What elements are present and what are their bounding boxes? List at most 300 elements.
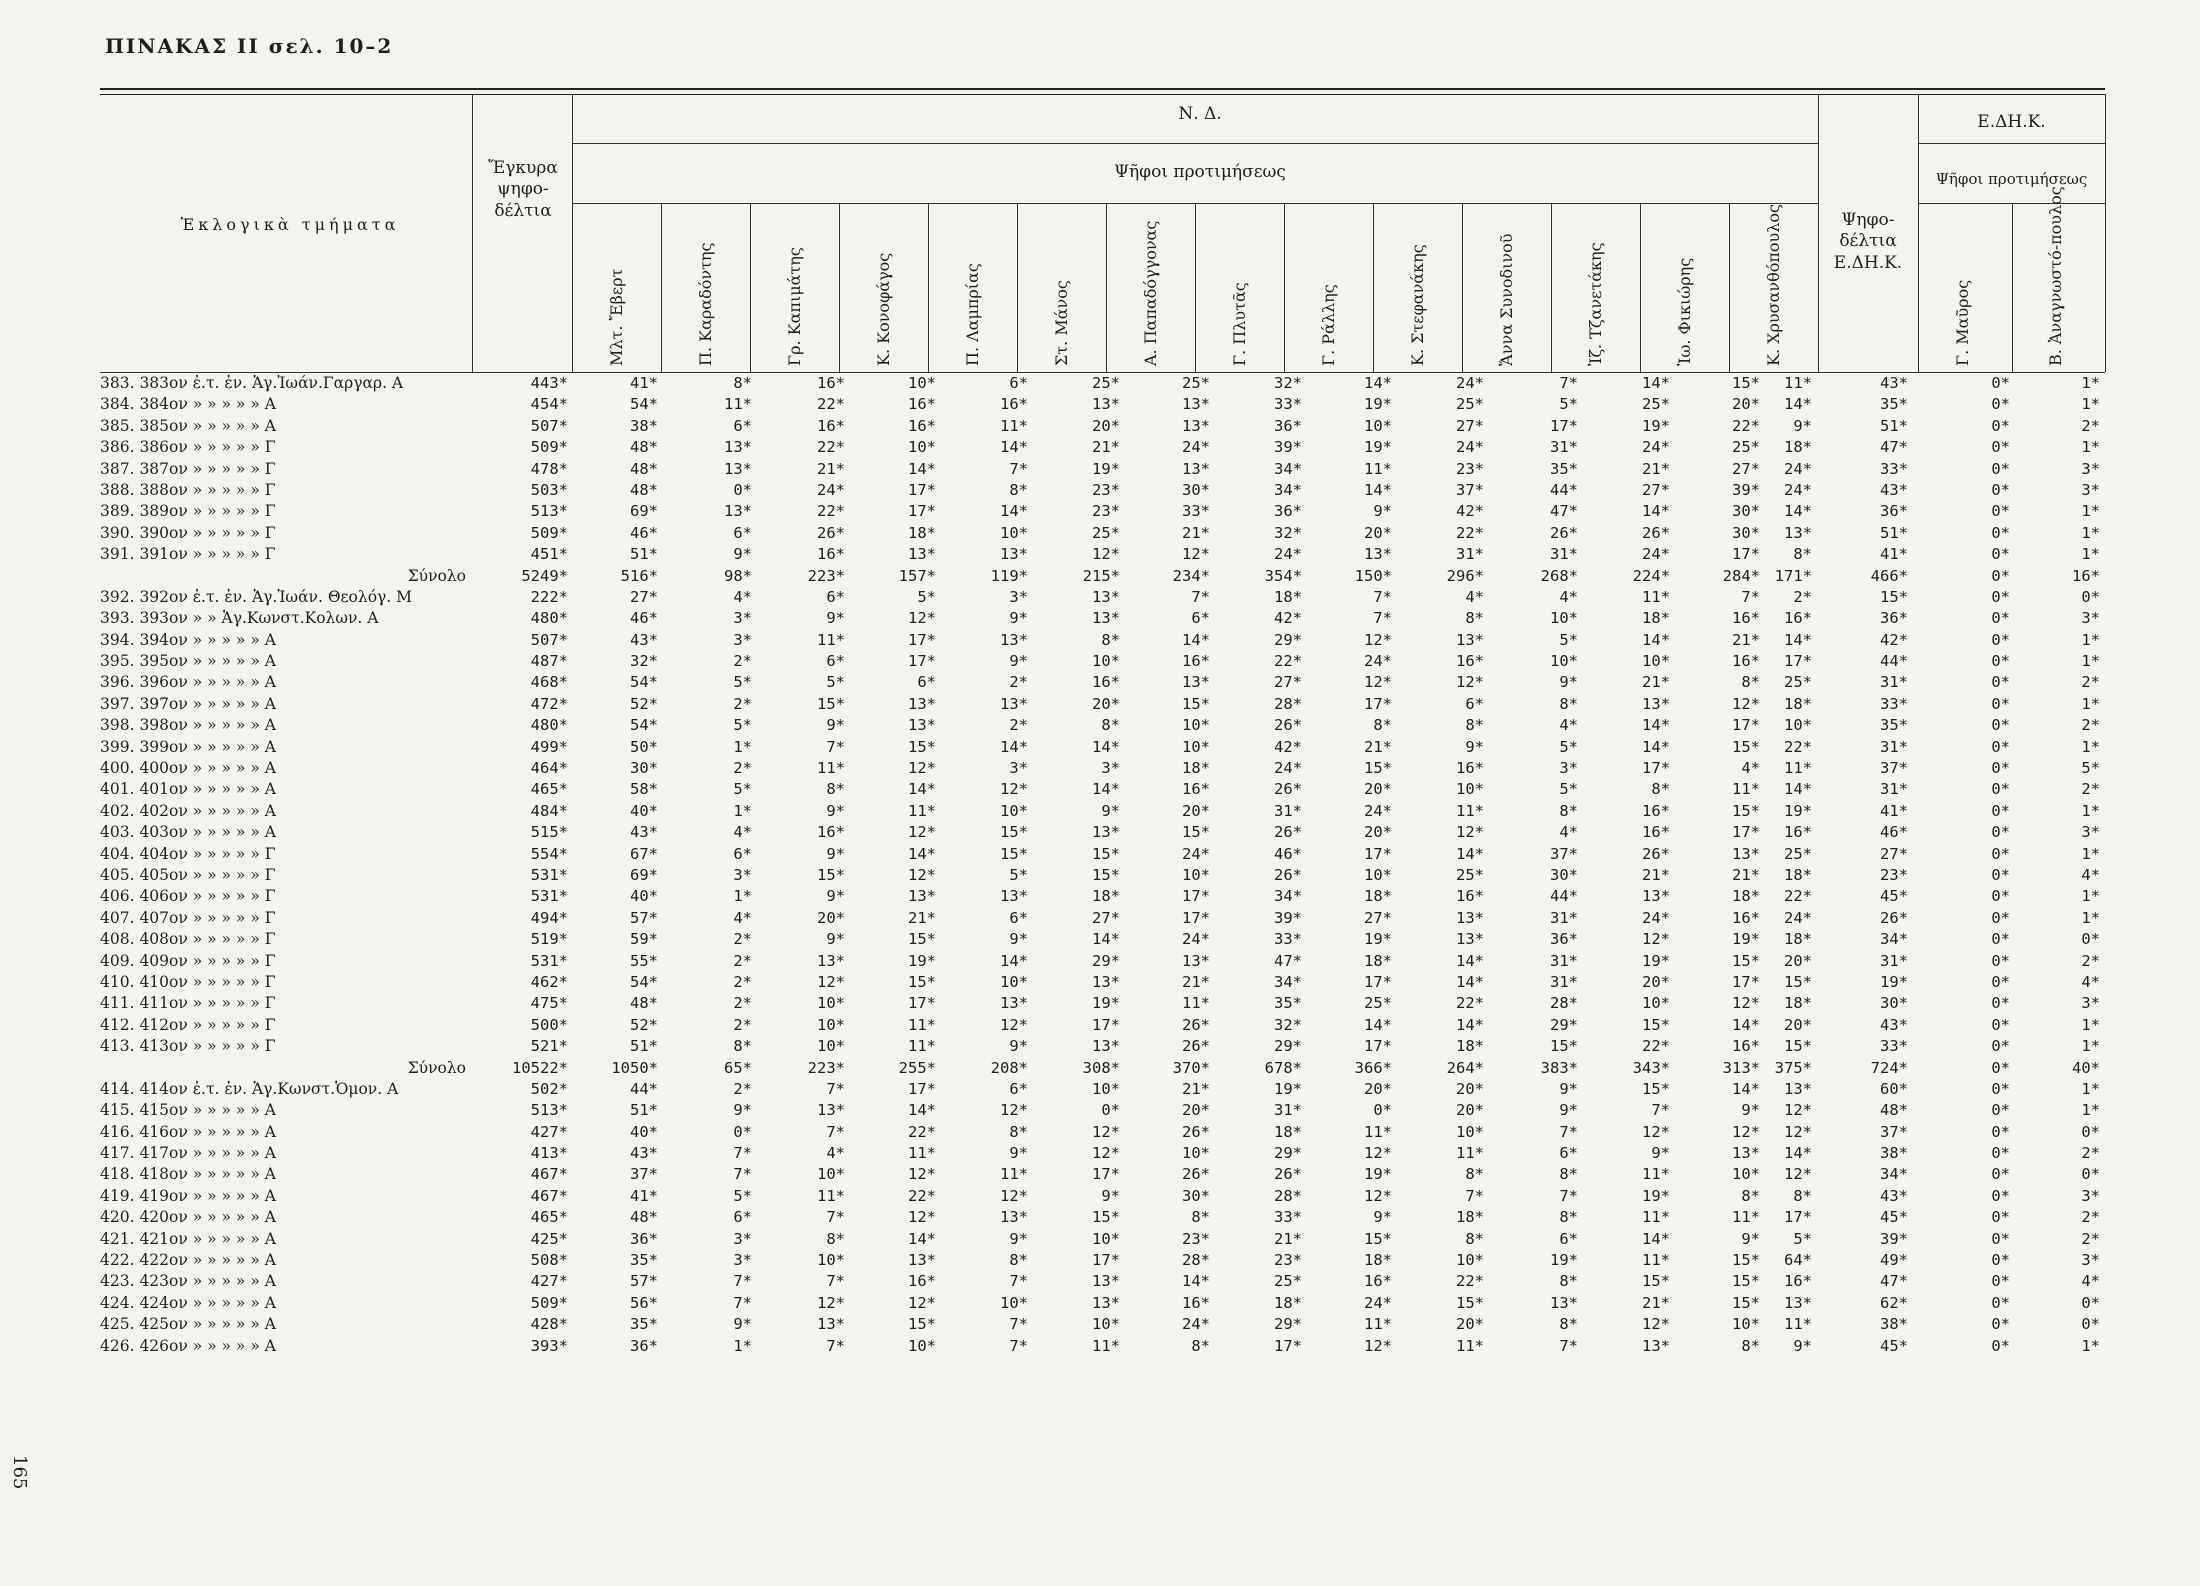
table-cell: 1* xyxy=(2081,545,2100,564)
table-cell: 22* xyxy=(1456,994,1484,1013)
table-cell: 31* xyxy=(1880,780,1908,799)
table-cell: 39* xyxy=(1732,480,1760,499)
table-row xyxy=(0,438,2200,459)
table-row xyxy=(0,417,2200,438)
section-label: 411. 411ον » » » » » Γ xyxy=(100,994,276,1013)
subtotal-label: Σύνολο xyxy=(407,1058,466,1077)
table-cell: 0* xyxy=(1991,801,2010,820)
table-cell: 12* xyxy=(1092,545,1120,564)
table-cell: 19* xyxy=(1364,930,1392,949)
table-cell: 15* xyxy=(1456,1293,1484,1312)
table-cell: 484* xyxy=(530,801,568,820)
table-cell: 40* xyxy=(630,801,658,820)
table-cell: 12* xyxy=(1000,1015,1028,1034)
table-cell: 308* xyxy=(1082,1058,1120,1077)
table-cell: 15* xyxy=(908,737,936,756)
table-cell: 223* xyxy=(807,566,845,585)
table-cell: 13* xyxy=(1092,1037,1120,1056)
table-cell: 15* xyxy=(1364,1229,1392,1248)
table-cell: 25* xyxy=(1092,374,1120,392)
section-label: 423. 423ον » » » » » Α xyxy=(100,1272,276,1291)
table-cell: 12* xyxy=(1092,1144,1120,1163)
table-cell: 3* xyxy=(1009,759,1028,778)
table-cell: 21* xyxy=(1182,523,1210,542)
table-cell: 26* xyxy=(1880,908,1908,927)
table-cell: 2* xyxy=(733,759,752,778)
table-cell: 11* xyxy=(1364,1315,1392,1334)
table-cell: 21* xyxy=(1092,438,1120,457)
table-row xyxy=(0,1272,2200,1293)
table-cell: 0* xyxy=(1991,1079,2010,1098)
table-cell: 8* xyxy=(1465,716,1484,735)
table-cell: 0* xyxy=(733,1122,752,1141)
table-cell: 6* xyxy=(917,673,936,692)
section-label: 398. 398ον » » » » » Α xyxy=(100,716,276,735)
table-cell: 19* xyxy=(908,951,936,970)
table-cell: 2* xyxy=(733,951,752,970)
table-cell: 427* xyxy=(530,1122,568,1141)
table-row xyxy=(0,994,2200,1015)
table-cell: 11* xyxy=(1000,1165,1028,1184)
table-cell: 16* xyxy=(817,374,845,392)
table-cell: 6* xyxy=(733,523,752,542)
nd-candidate-header: Α. Παπαδόγγονας xyxy=(1140,220,1160,366)
table-cell: 10* xyxy=(817,1037,845,1056)
table-cell: 2* xyxy=(2081,951,2100,970)
table-cell: 3* xyxy=(1101,759,1120,778)
table-cell: 268* xyxy=(1540,566,1578,585)
table-cell: 1* xyxy=(2081,737,2100,756)
divider xyxy=(661,203,662,372)
table-cell: 0* xyxy=(733,480,752,499)
table-cell: 24* xyxy=(1182,438,1210,457)
table-cell: 12* xyxy=(817,1293,845,1312)
table-cell: 18* xyxy=(1364,887,1392,906)
table-cell: 8* xyxy=(1101,716,1120,735)
table-cell: 7* xyxy=(1009,1315,1028,1334)
table-cell: 25* xyxy=(1456,395,1484,414)
table-cell: 24* xyxy=(1274,545,1302,564)
table-row xyxy=(0,460,2200,481)
table-cell: 12* xyxy=(1182,545,1210,564)
table-cell: 12* xyxy=(1364,673,1392,692)
table-cell: 41* xyxy=(1880,801,1908,820)
table-cell: 1* xyxy=(2081,1079,2100,1098)
table-cell: 27* xyxy=(1092,908,1120,927)
section-label: 397. 397ον » » » » » Α xyxy=(100,694,276,713)
table-cell: 10* xyxy=(1364,865,1392,884)
table-cell: 40* xyxy=(630,1122,658,1141)
table-cell: 14* xyxy=(908,780,936,799)
table-row xyxy=(0,1037,2200,1058)
table-cell: 37* xyxy=(1880,1122,1908,1141)
table-row xyxy=(0,780,2200,801)
section-label: 419. 419ον » » » » » Α xyxy=(100,1186,276,1205)
table-cell: 3* xyxy=(1559,759,1578,778)
table-cell: 12* xyxy=(1000,1101,1028,1120)
table-cell: 13* xyxy=(1784,523,1812,542)
table-cell: 12* xyxy=(908,609,936,628)
table-cell: 478* xyxy=(530,459,568,478)
table-cell: 16* xyxy=(1456,759,1484,778)
table-cell: 21* xyxy=(1642,459,1670,478)
table-cell: 19* xyxy=(1784,801,1812,820)
table-cell: 14* xyxy=(1000,502,1028,521)
table-cell: 19* xyxy=(1642,416,1670,435)
table-cell: 33* xyxy=(1274,395,1302,414)
table-cell: 4* xyxy=(1741,759,1760,778)
table-cell: 13* xyxy=(1732,844,1760,863)
table-cell: 21* xyxy=(1642,865,1670,884)
table-cell: 8* xyxy=(1741,1186,1760,1205)
divider xyxy=(1373,203,1374,372)
table-cell: 26* xyxy=(1274,823,1302,842)
table-cell: 11* xyxy=(1784,374,1812,392)
table-cell: 2* xyxy=(733,1079,752,1098)
table-cell: 15* xyxy=(1732,1293,1760,1312)
section-label: 408. 408ον » » » » » Γ xyxy=(100,930,276,949)
table-cell: 10* xyxy=(1000,523,1028,542)
table-cell: 38* xyxy=(1880,1144,1908,1163)
table-cell: 475* xyxy=(530,994,568,1013)
table-cell: 443* xyxy=(530,374,568,392)
table-cell: 67* xyxy=(630,844,658,863)
table-cell: 11* xyxy=(1364,459,1392,478)
table-cell: 0* xyxy=(1991,1272,2010,1291)
table-cell: 11* xyxy=(1642,1165,1670,1184)
table-cell: 12* xyxy=(1784,1122,1812,1141)
table-cell: 4* xyxy=(733,908,752,927)
table-cell: 14* xyxy=(1642,630,1670,649)
table-cell: 0* xyxy=(2081,1293,2100,1312)
table-cell: 16* xyxy=(1456,887,1484,906)
table-cell: 54* xyxy=(630,972,658,991)
nd-preference-header: Ψῆφοι προτιμήσεως xyxy=(1114,162,1286,182)
table-cell: 20* xyxy=(1456,1079,1484,1098)
table-cell: 0* xyxy=(1991,759,2010,778)
table-cell: 468* xyxy=(530,673,568,692)
table-cell: 26* xyxy=(1642,844,1670,863)
table-cell: 2* xyxy=(2081,673,2100,692)
table-cell: 16* xyxy=(908,1272,936,1291)
table-cell: 31* xyxy=(1880,737,1908,756)
section-label: 391. 391ον » » » » » Γ xyxy=(100,545,276,564)
table-cell: 24* xyxy=(1642,545,1670,564)
table-cell: 16* xyxy=(1784,1272,1812,1291)
table-cell: 21* xyxy=(1732,865,1760,884)
table-cell: 502* xyxy=(530,1079,568,1098)
table-cell: 13* xyxy=(1182,395,1210,414)
top-rule xyxy=(100,88,2105,90)
top-rule-thin xyxy=(100,94,2105,95)
divider xyxy=(1551,203,1552,372)
table-cell: 12* xyxy=(1732,994,1760,1013)
table-cell: 8* xyxy=(1559,694,1578,713)
table-cell: 14* xyxy=(1456,972,1484,991)
table-row xyxy=(0,374,2200,395)
table-cell: 22* xyxy=(1456,1272,1484,1291)
table-cell: 11* xyxy=(908,1037,936,1056)
table-cell: 13* xyxy=(817,951,845,970)
table-cell: 11* xyxy=(817,759,845,778)
table-cell: 36* xyxy=(1880,609,1908,628)
table-cell: 8* xyxy=(1009,1251,1028,1270)
table-cell: 29* xyxy=(1274,1144,1302,1163)
table-cell: 18* xyxy=(1364,951,1392,970)
table-cell: 19* xyxy=(1092,994,1120,1013)
table-cell: 16* xyxy=(1732,1037,1760,1056)
section-label: 386. 386ον » » » » » Γ xyxy=(100,438,276,457)
table-cell: 6* xyxy=(733,416,752,435)
table-cell: 1* xyxy=(2081,1037,2100,1056)
table-cell: 10* xyxy=(1456,1122,1484,1141)
table-row xyxy=(0,887,2200,908)
table-cell: 9* xyxy=(1101,1186,1120,1205)
table-row xyxy=(0,952,2200,973)
table-cell: 12* xyxy=(1732,694,1760,713)
table-cell: 64* xyxy=(1784,1251,1812,1270)
divider xyxy=(1918,94,1919,372)
table-cell: 36* xyxy=(1274,502,1302,521)
table-cell: 8* xyxy=(1191,1336,1210,1355)
table-cell: 0* xyxy=(1991,545,2010,564)
table-cell: 1* xyxy=(2081,1101,2100,1120)
table-cell: 37* xyxy=(1456,480,1484,499)
table-cell: 14* xyxy=(1182,630,1210,649)
table-cell: 35* xyxy=(630,1315,658,1334)
table-cell: 15* xyxy=(1642,1015,1670,1034)
table-cell: 9* xyxy=(1559,1079,1578,1098)
table-cell: 0* xyxy=(1991,1293,2010,1312)
table-cell: 1* xyxy=(2081,887,2100,906)
table-cell: 1* xyxy=(733,1336,752,1355)
table-cell: 0* xyxy=(1373,1101,1392,1120)
table-cell: 13* xyxy=(1000,630,1028,649)
table-cell: 4* xyxy=(2081,865,2100,884)
table-cell: 12* xyxy=(1642,930,1670,949)
section-label: 415. 415ον » » » » » Α xyxy=(100,1101,276,1120)
section-label: 385. 385ον » » » » » Α xyxy=(100,416,276,435)
table-cell: 14* xyxy=(1182,1272,1210,1291)
table-cell: 508* xyxy=(530,1251,568,1270)
table-cell: 24* xyxy=(1364,801,1392,820)
table-cell: 1* xyxy=(2081,438,2100,457)
table-cell: 13* xyxy=(1000,887,1028,906)
table-row xyxy=(0,759,2200,780)
table-row xyxy=(0,1187,2200,1208)
table-cell: 4* xyxy=(1465,587,1484,606)
table-cell: 16* xyxy=(1642,823,1670,842)
table-cell: 33* xyxy=(1274,1208,1302,1227)
table-cell: 5* xyxy=(733,716,752,735)
table-cell: 18* xyxy=(1182,759,1210,778)
table-cell: 17* xyxy=(908,652,936,671)
table-cell: 5* xyxy=(826,673,845,692)
table-cell: 14* xyxy=(1784,502,1812,521)
table-cell: 36* xyxy=(1274,416,1302,435)
table-cell: 3* xyxy=(733,1229,752,1248)
table-cell: 15* xyxy=(1092,1208,1120,1227)
section-label: 399. 399ον » » » » » Α xyxy=(100,737,276,756)
table-cell: 13* xyxy=(908,1251,936,1270)
table-cell: 16* xyxy=(1182,780,1210,799)
table-cell: 11* xyxy=(1642,1251,1670,1270)
table-cell: 0* xyxy=(1991,1336,2010,1355)
table-cell: 215* xyxy=(1082,566,1120,585)
table-cell: 13* xyxy=(1092,395,1120,414)
table-cell: 223* xyxy=(807,1058,845,1077)
table-cell: 34* xyxy=(1274,480,1302,499)
table-cell: 0* xyxy=(1991,716,2010,735)
table-cell: 0* xyxy=(1991,609,2010,628)
table-cell: 9* xyxy=(1741,1101,1760,1120)
table-cell: 13* xyxy=(1182,673,1210,692)
table-cell: 8* xyxy=(1465,609,1484,628)
table-row xyxy=(0,395,2200,416)
table-cell: 7* xyxy=(1009,459,1028,478)
table-cell: 8* xyxy=(1373,716,1392,735)
table-cell: 18* xyxy=(1274,587,1302,606)
table-cell: 46* xyxy=(630,523,658,542)
table-cell: 13* xyxy=(817,1101,845,1120)
table-cell: 20* xyxy=(1182,801,1210,820)
table-cell: 13* xyxy=(1364,545,1392,564)
table-cell: 3* xyxy=(2081,1186,2100,1205)
table-cell: 15* xyxy=(817,694,845,713)
table-cell: 7* xyxy=(826,1336,845,1355)
table-cell: 10* xyxy=(1182,865,1210,884)
table-cell: 34* xyxy=(1880,930,1908,949)
table-cell: 10* xyxy=(1642,652,1670,671)
table-cell: 9* xyxy=(733,1315,752,1334)
table-cell: 11* xyxy=(1784,1315,1812,1334)
table-cell: 15* xyxy=(908,930,936,949)
table-cell: 18* xyxy=(1456,1208,1484,1227)
table-cell: 13* xyxy=(1000,694,1028,713)
table-cell: 38* xyxy=(630,416,658,435)
table-cell: 0* xyxy=(1991,480,2010,499)
table-cell: 41* xyxy=(630,374,658,392)
table-cell: 1* xyxy=(2081,374,2100,392)
table-cell: 370* xyxy=(1172,1058,1210,1077)
table-cell: 18* xyxy=(1274,1293,1302,1312)
nd-candidate-header: Ἰζ. Τζανετάκης xyxy=(1585,242,1605,366)
table-cell: 19* xyxy=(1274,1079,1302,1098)
table-row xyxy=(0,973,2200,994)
table-cell: 19* xyxy=(1364,395,1392,414)
table-cell: 43* xyxy=(1880,374,1908,392)
table-cell: 5* xyxy=(1559,630,1578,649)
section-label: 394. 394ον » » » » » Α xyxy=(100,630,276,649)
table-cell: 11* xyxy=(1364,1122,1392,1141)
table-cell: 14* xyxy=(1784,1144,1812,1163)
table-cell: 0* xyxy=(1991,566,2010,585)
table-row xyxy=(0,652,2200,673)
table-cell: 6* xyxy=(1559,1229,1578,1248)
table-cell: 19* xyxy=(1642,1186,1670,1205)
table-cell: 24* xyxy=(817,480,845,499)
nd-candidate-header: Κ. Στεφανάκης xyxy=(1407,244,1427,366)
table-cell: 51* xyxy=(630,1101,658,1120)
table-cell: 10* xyxy=(1732,1315,1760,1334)
divider xyxy=(928,203,929,372)
table-cell: 16* xyxy=(1732,609,1760,628)
divider xyxy=(572,143,1818,144)
table-cell: 2* xyxy=(733,930,752,949)
table-cell: 2* xyxy=(2081,416,2100,435)
table-cell: 43* xyxy=(1880,480,1908,499)
table-cell: 480* xyxy=(530,609,568,628)
table-cell: 4* xyxy=(826,1144,845,1163)
table-cell: 4* xyxy=(733,587,752,606)
table-cell: 24* xyxy=(1456,374,1484,392)
table-cell: 4* xyxy=(2081,972,2100,991)
table-cell: 17* xyxy=(908,630,936,649)
divider xyxy=(1195,203,1196,372)
table-cell: 13* xyxy=(1092,823,1120,842)
table-cell: 15* xyxy=(1550,1037,1578,1056)
table-cell: 17* xyxy=(1732,972,1760,991)
table-cell: 8* xyxy=(1559,1165,1578,1184)
table-cell: 48* xyxy=(630,994,658,1013)
table-row xyxy=(0,1123,2200,1144)
table-cell: 13* xyxy=(724,438,752,457)
table-cell: 0* xyxy=(1101,1101,1120,1120)
table-cell: 15* xyxy=(817,865,845,884)
table-cell: 18* xyxy=(1456,1037,1484,1056)
table-cell: 10* xyxy=(1182,737,1210,756)
table-row xyxy=(0,823,2200,844)
table-cell: 29* xyxy=(1274,1315,1302,1334)
divider xyxy=(1640,203,1641,372)
table-cell: 31* xyxy=(1456,545,1484,564)
table-cell: 9* xyxy=(826,801,845,820)
table-cell: 10* xyxy=(817,1251,845,1270)
table-cell: 454* xyxy=(530,395,568,414)
table-cell: 0* xyxy=(1991,1144,2010,1163)
table-cell: 14* xyxy=(1784,395,1812,414)
table-cell: 2* xyxy=(733,694,752,713)
table-cell: 0* xyxy=(1991,1251,2010,1270)
table-cell: 157* xyxy=(898,566,936,585)
table-cell: 27* xyxy=(1732,459,1760,478)
table-cell: 52* xyxy=(630,694,658,713)
table-cell: 25* xyxy=(1642,395,1670,414)
table-cell: 51* xyxy=(1880,523,1908,542)
table-cell: 0* xyxy=(1991,930,2010,949)
table-cell: 18* xyxy=(1092,887,1120,906)
table-cell: 59* xyxy=(630,930,658,949)
table-cell: 43* xyxy=(1880,1015,1908,1034)
table-cell: 58* xyxy=(630,780,658,799)
table-cell: 208* xyxy=(990,1058,1028,1077)
table-cell: 23* xyxy=(1880,865,1908,884)
table-cell: 4* xyxy=(1559,587,1578,606)
table-cell: 20* xyxy=(1732,395,1760,414)
table-cell: 15* xyxy=(1182,694,1210,713)
table-cell: 0* xyxy=(2081,587,2100,606)
table-cell: 14* xyxy=(1456,951,1484,970)
table-cell: 21* xyxy=(908,908,936,927)
table-cell: 8* xyxy=(1793,1186,1812,1205)
table-cell: 0* xyxy=(1991,887,2010,906)
table-cell: 14* xyxy=(1642,1229,1670,1248)
table-cell: 16* xyxy=(1456,652,1484,671)
table-cell: 0* xyxy=(1991,1122,2010,1141)
table-cell: 14* xyxy=(908,1101,936,1120)
table-cell: 15* xyxy=(1000,823,1028,842)
table-cell: 52* xyxy=(630,1015,658,1034)
